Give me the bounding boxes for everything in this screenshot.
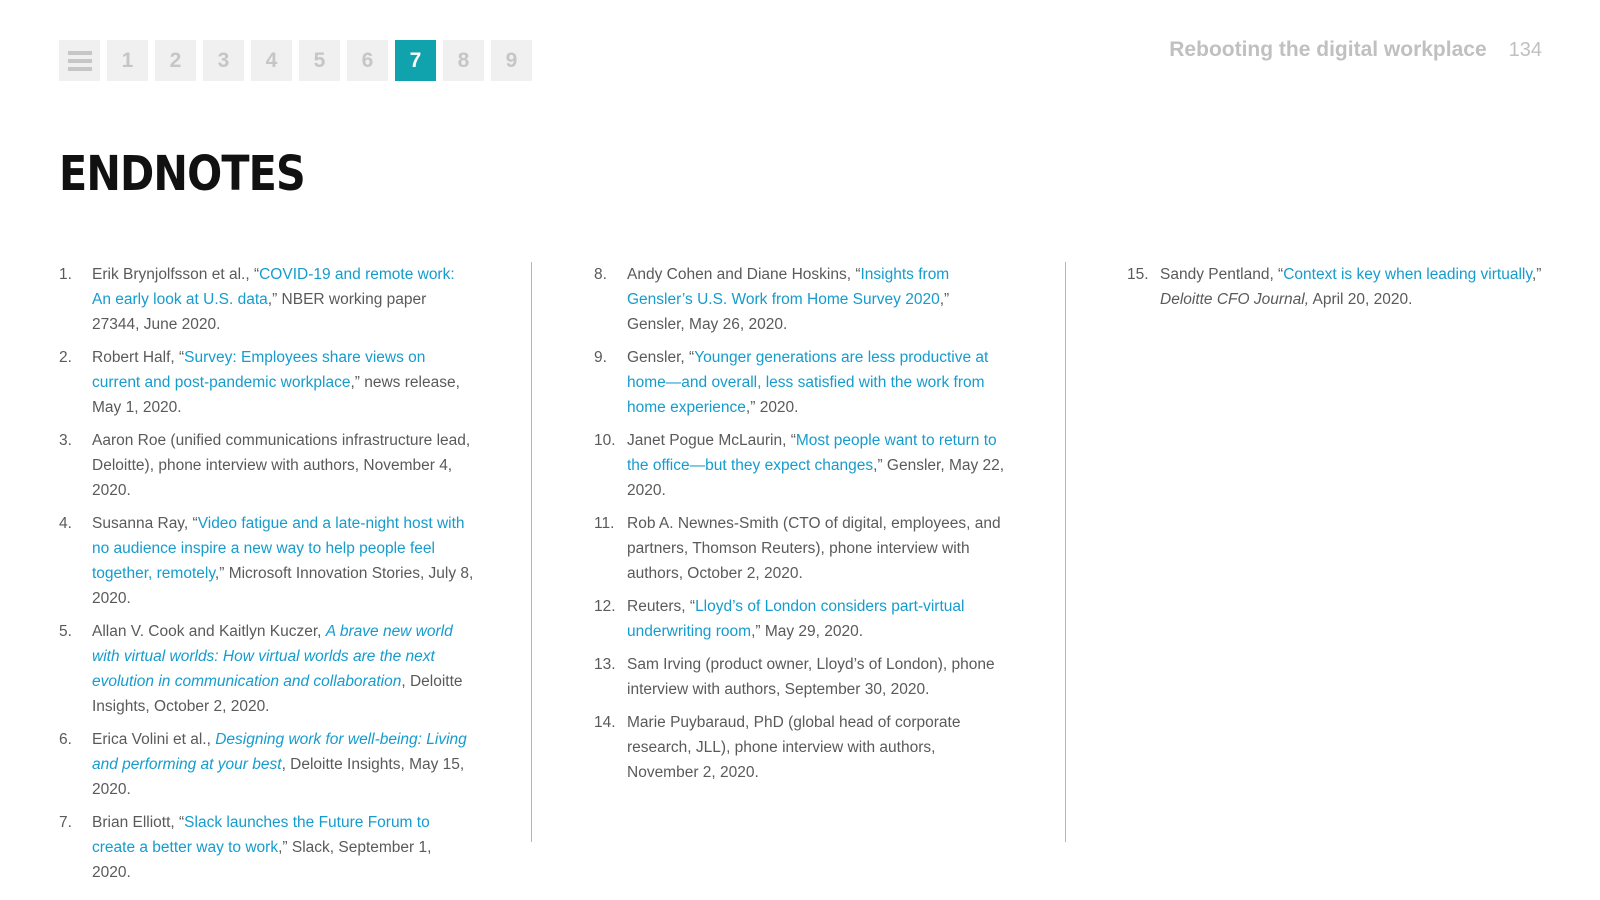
- endnote-text: Sam Irving (product owner, Lloyd’s of London), phone interview with authors, September 30, 2020.: [627, 656, 995, 698]
- endnote-number: 14.: [594, 714, 616, 731]
- endnote-link[interactable]: Slack launches the Future Forum to create a better way to work: [92, 814, 430, 856]
- nav-page-8[interactable]: 8: [443, 40, 484, 81]
- endnote-text: ,” NBER working paper 27344, June 2020.: [92, 291, 427, 333]
- endnote-link[interactable]: Younger generations are less productive at home—and overall, less satisfied with the work from home experience: [627, 349, 989, 416]
- endnote-text: ,” Slack, September 1, 2020.: [92, 839, 432, 881]
- header: [1169, 38, 1542, 62]
- endnote-link[interactable]: Designing work for well-being: Living and performing at your best: [92, 731, 467, 773]
- endnote-text: Janet Pogue McLaurin, “: [627, 432, 796, 449]
- endnote-13: [594, 652, 1011, 702]
- endnote-8: [594, 262, 1011, 337]
- menu-icon: [68, 51, 92, 71]
- endnote-15: [1127, 262, 1542, 312]
- nav-page-5[interactable]: 5: [299, 40, 340, 81]
- endnote-link[interactable]: A brave new world with virtual worlds: How virtual worlds are the next evolution in communication and collaboration: [92, 623, 453, 690]
- endnote-text: ,”: [1531, 266, 1542, 283]
- endnote-link[interactable]: Insights from Gensler’s U.S. Work from Home Survey 2020: [627, 266, 950, 308]
- document-title: Rebooting the digital workplace: [1169, 38, 1487, 61]
- endnote-number: 2.: [59, 349, 72, 366]
- endnote-text: Sandy Pentland, “: [1160, 266, 1284, 283]
- endnote-text: Aaron Roe (unified communications infrastructure lead, Deloitte), phone interview with authors, November 4, 2020.: [92, 432, 471, 499]
- endnote-1: [59, 262, 474, 337]
- endnote-text: ,” Gensler, May 26, 2020.: [627, 291, 950, 333]
- endnote-text: ,” Gensler, May 22, 2020.: [627, 457, 1005, 499]
- nav-page-2[interactable]: 2: [155, 40, 196, 81]
- endnote-number: 9.: [594, 349, 607, 366]
- endnote-text: Brian Elliott, “: [92, 814, 185, 831]
- endnote-number: 10.: [594, 432, 616, 449]
- endnote-text: April 20, 2020.: [1309, 291, 1413, 308]
- endnote-number: 12.: [594, 598, 616, 615]
- endnote-5: [59, 619, 474, 719]
- nav-page-3[interactable]: 3: [203, 40, 244, 81]
- column-divider: [1065, 262, 1066, 842]
- nav-page-4[interactable]: 4: [251, 40, 292, 81]
- endnote-text: , Deloitte Insights, October 2, 2020.: [92, 673, 463, 715]
- endnote-text: Robert Half, “: [92, 349, 185, 366]
- endnote-text: Erik Brynjolfsson et al., “: [92, 266, 260, 283]
- nav-page-9[interactable]: 9: [491, 40, 532, 81]
- page-number: 134: [1508, 39, 1542, 61]
- endnote-text: ,” 2020.: [745, 399, 799, 416]
- page-title: ENDNOTES: [59, 146, 305, 202]
- endnote-7: [59, 810, 474, 885]
- endnote-11: [594, 511, 1011, 586]
- endnote-text: Gensler, “: [627, 349, 695, 366]
- endnote-number: 13.: [594, 656, 616, 673]
- endnote-text: Susanna Ray, “: [92, 515, 198, 532]
- endnote-link[interactable]: Most people want to return to the office—but they expect changes: [627, 432, 997, 474]
- endnote-link[interactable]: Lloyd’s of London considers part-virtual underwriting room: [627, 598, 965, 640]
- endnote-number: 7.: [59, 814, 72, 831]
- endnote-number: 8.: [594, 266, 607, 283]
- endnotes-column-1: [59, 262, 474, 881]
- endnote-text: ,” news release, May 1, 2020.: [92, 374, 460, 416]
- endnote-9: [594, 345, 1011, 420]
- endnote-6: [59, 727, 474, 802]
- endnote-text: Reuters, “: [627, 598, 696, 615]
- endnote-number: 6.: [59, 731, 72, 748]
- menu-button[interactable]: [59, 40, 100, 81]
- page-navigation: [59, 40, 532, 81]
- endnote-2: [59, 345, 474, 420]
- endnote-3: [59, 428, 474, 503]
- nav-page-1[interactable]: 1: [107, 40, 148, 81]
- endnote-text: Erica Volini et al.,: [92, 731, 216, 748]
- endnote-number: 11.: [594, 515, 615, 532]
- endnote-text: Allan V. Cook and Kaitlyn Kuczer,: [92, 623, 326, 640]
- endnote-link[interactable]: COVID-19 and remote work: An early look at U.S. data: [92, 266, 455, 308]
- column-divider: [531, 262, 532, 842]
- endnote-text: Rob A. Newnes-Smith (CTO of digital, employees, and partners, Thomson Reuters), phone interview with authors, October 2, 2020.: [627, 515, 1001, 582]
- endnote-link[interactable]: Video fatigue and a late-night host with no audience inspire a new way to help people feel together, remotely: [92, 515, 465, 582]
- endnote-12: [594, 594, 1011, 644]
- endnote-number: 3.: [59, 432, 72, 449]
- endnotes-column-2: [594, 262, 1011, 842]
- nav-page-7[interactable]: 7: [395, 40, 436, 81]
- endnote-10: [594, 428, 1011, 503]
- endnote-number: 15.: [1127, 266, 1149, 283]
- endnote-14: [594, 710, 1011, 785]
- endnote-text: , Deloitte Insights, May 15, 2020.: [92, 756, 465, 798]
- endnote-number: 5.: [59, 623, 72, 640]
- endnote-text: Andy Cohen and Diane Hoskins, “: [627, 266, 861, 283]
- endnote-text: Marie Puybaraud, PhD (global head of corporate research, JLL), phone interview with authors, November 2, 2020.: [627, 714, 961, 781]
- endnote-number: 1.: [59, 266, 72, 283]
- endnote-link[interactable]: Survey: Employees share views on current and post-pandemic workplace: [92, 349, 426, 391]
- endnote-text: ,” May 29, 2020.: [751, 623, 864, 640]
- nav-page-6[interactable]: 6: [347, 40, 388, 81]
- endnote-journal: Deloitte CFO Journal,: [1160, 291, 1310, 308]
- endnote-link[interactable]: Context is key when leading virtually: [1283, 266, 1532, 283]
- endnote-4: [59, 511, 474, 611]
- endnotes-column-3: [1127, 262, 1542, 842]
- endnote-number: 4.: [59, 515, 72, 532]
- endnote-text: ,” Microsoft Innovation Stories, July 8, 2020.: [92, 565, 474, 607]
